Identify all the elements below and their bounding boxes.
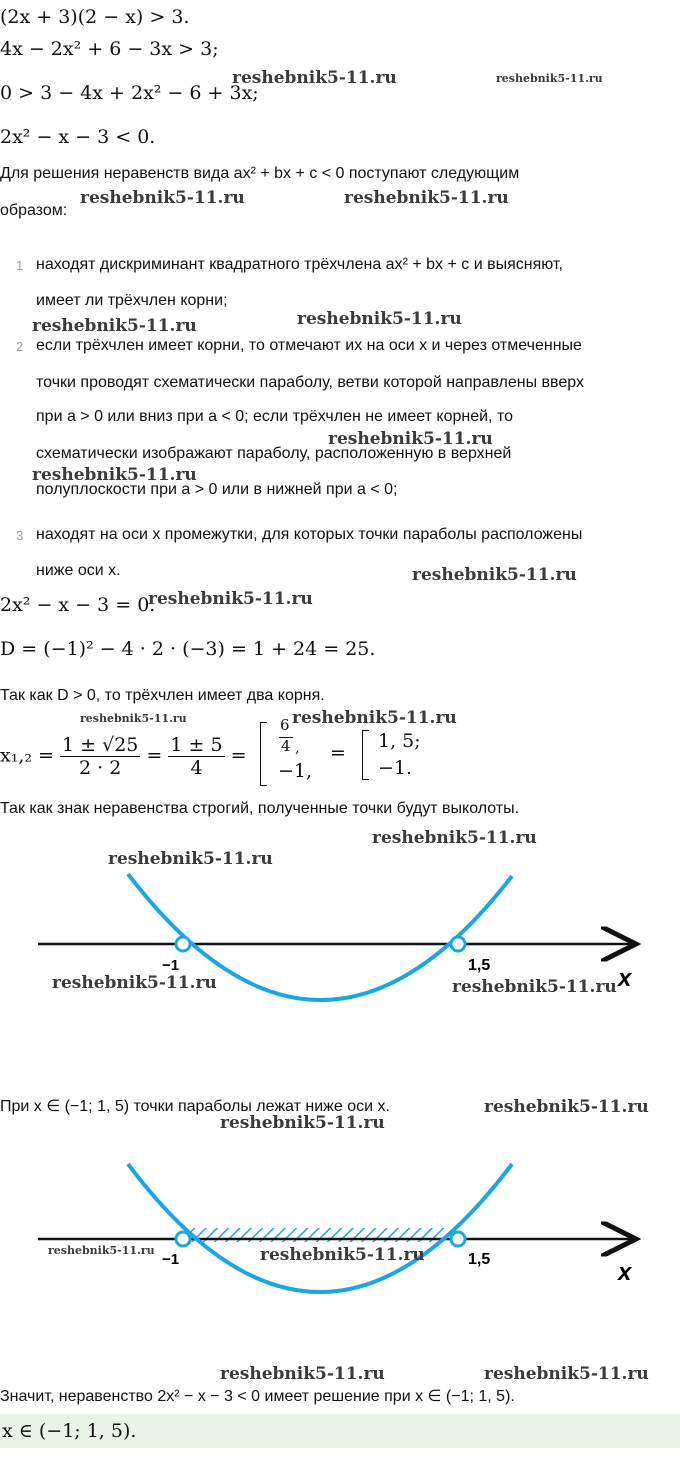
system-bracket-2: [362, 730, 369, 780]
step-text: схематически изображают параболу, расположенную в верхней: [36, 445, 512, 462]
watermark: reshebnik5-11.ru: [452, 977, 617, 997]
intro-line-2: образом:: [0, 202, 68, 219]
equation-line-2: 4x − 2x² + 6 − 3x > 3;: [0, 38, 219, 60]
watermark: reshebnik5-11.ru: [484, 1364, 649, 1384]
watermark: reshebnik5-11.ru: [344, 188, 509, 208]
watermark: reshebnik5-11.ru: [220, 1364, 385, 1384]
watermark: reshebnik5-11.ru: [80, 712, 187, 725]
step-text: полуплоскости при a > 0 или в нижней при a < 0;: [36, 481, 398, 498]
step-number: 3: [16, 528, 24, 543]
right-root-label: 1,5: [468, 1251, 491, 1268]
step-text: находят дискриминант квадратного трёхчлена ax² + bx + c и выясняют,: [36, 256, 563, 273]
parabola-graph-1: [0, 860, 680, 1040]
axis-label: x: [618, 1259, 632, 1286]
watermark: reshebnik5-11.ru: [48, 1244, 155, 1257]
fraction-2-den: 4: [190, 757, 203, 779]
watermark: reshebnik5-11.ru: [108, 849, 273, 869]
watermark: reshebnik5-11.ru: [32, 465, 197, 485]
watermark: reshebnik5-11.ru: [232, 68, 397, 88]
root-1-5: 1, 5;: [378, 730, 421, 752]
answer-box: [0, 1414, 680, 1448]
fraction-2: [168, 734, 224, 779]
equals: =: [230, 744, 247, 767]
right-root-label: 1,5: [468, 957, 491, 974]
step-text: имеет ли трёхчлен корни;: [36, 292, 228, 309]
equals: =: [146, 744, 163, 767]
root-b: −1,: [278, 760, 313, 782]
watermark: reshebnik5-11.ru: [297, 309, 462, 329]
watermark: reshebnik5-11.ru: [260, 1245, 425, 1265]
discriminant: D = (−1)² − 4 · 2 · (−3) = 1 + 24 = 25.: [0, 638, 376, 660]
root-a-num: 6: [280, 716, 290, 734]
root-a-den: 4: [281, 737, 291, 755]
watermark: reshebnik5-11.ru: [148, 589, 313, 609]
root-minus-1: −1.: [378, 757, 413, 779]
root-a-comma: ,: [295, 738, 300, 756]
step-text: ниже оси x.: [36, 562, 121, 579]
below-axis-text: При x ∈ (−1; 1, 5) точки параболы лежат ниже оси x.: [0, 1098, 390, 1115]
step-text: находят на оси x промежутки, для которых точки параболы расположены: [36, 526, 583, 543]
watermark: reshebnik5-11.ru: [32, 316, 197, 336]
strict-sign-text: Так как знак неравенства строгий, полученные точки будут выколоты.: [0, 800, 520, 817]
watermark: reshebnik5-11.ru: [372, 828, 537, 848]
watermark: reshebnik5-11.ru: [328, 429, 493, 449]
fraction-2-num: 1 ± 5: [170, 734, 223, 756]
conclusion-text: Значит, неравенство 2x² − x − 3 < 0 имеет решение при x ∈ (−1; 1, 5).: [0, 1388, 515, 1405]
step-number: 2: [16, 339, 24, 354]
equals: =: [330, 742, 346, 764]
root-point-right: [451, 1232, 465, 1246]
equation-line-1: (2x + 3)(2 − x) > 3.: [0, 6, 190, 28]
left-root-label: −1: [162, 957, 180, 974]
axis-label: x: [618, 965, 632, 992]
watermark: reshebnik5-11.ru: [220, 1113, 385, 1133]
intro-line-1: Для решения неравенств вида ax² + bx + c < 0 поступают следующим: [0, 165, 520, 182]
roots-formula: [0, 734, 247, 779]
quadratic-equation: 2x² − x − 3 = 0.: [0, 594, 156, 616]
watermark: reshebnik5-11.ru: [52, 973, 217, 993]
step-text: точки проводят схематически параболу, ветви которой направлены вверх: [36, 374, 584, 391]
equation-line-3: 0 > 3 − 4x + 2x² − 6 + 3x;: [0, 82, 259, 104]
watermark: reshebnik5-11.ru: [412, 565, 577, 585]
root-point-left: [176, 937, 190, 951]
system-bracket-1: [260, 722, 267, 786]
step-text: при a > 0 или вниз при a < 0; если трёхчлен не имеет корней, то: [36, 408, 513, 425]
fraction-1-num: 1 ± √25: [62, 734, 139, 756]
root-point-right: [451, 937, 465, 951]
watermark: reshebnik5-11.ru: [292, 708, 457, 728]
step-text: если трёхчлен имеет корни, то отмечают их на оси x и через отмеченные: [36, 337, 582, 354]
step-number: 1: [16, 258, 24, 273]
two-roots-text: Так как D > 0, то трёхчлен имеет два корня.: [0, 687, 325, 704]
equation-line-4: 2x² − x − 3 < 0.: [0, 126, 156, 148]
fraction-1: [60, 734, 140, 779]
x12-label: x₁,₂ =: [0, 744, 54, 767]
watermark: reshebnik5-11.ru: [496, 72, 603, 85]
watermark: reshebnik5-11.ru: [80, 188, 245, 208]
watermark: reshebnik5-11.ru: [484, 1097, 649, 1117]
parabola-graph-2: [0, 1150, 680, 1330]
root-point-left: [176, 1232, 190, 1246]
answer-text: x ∈ (−1; 1, 5).: [2, 1420, 137, 1442]
fraction-1-den: 2 · 2: [79, 757, 122, 779]
left-root-label: −1: [162, 1251, 180, 1268]
